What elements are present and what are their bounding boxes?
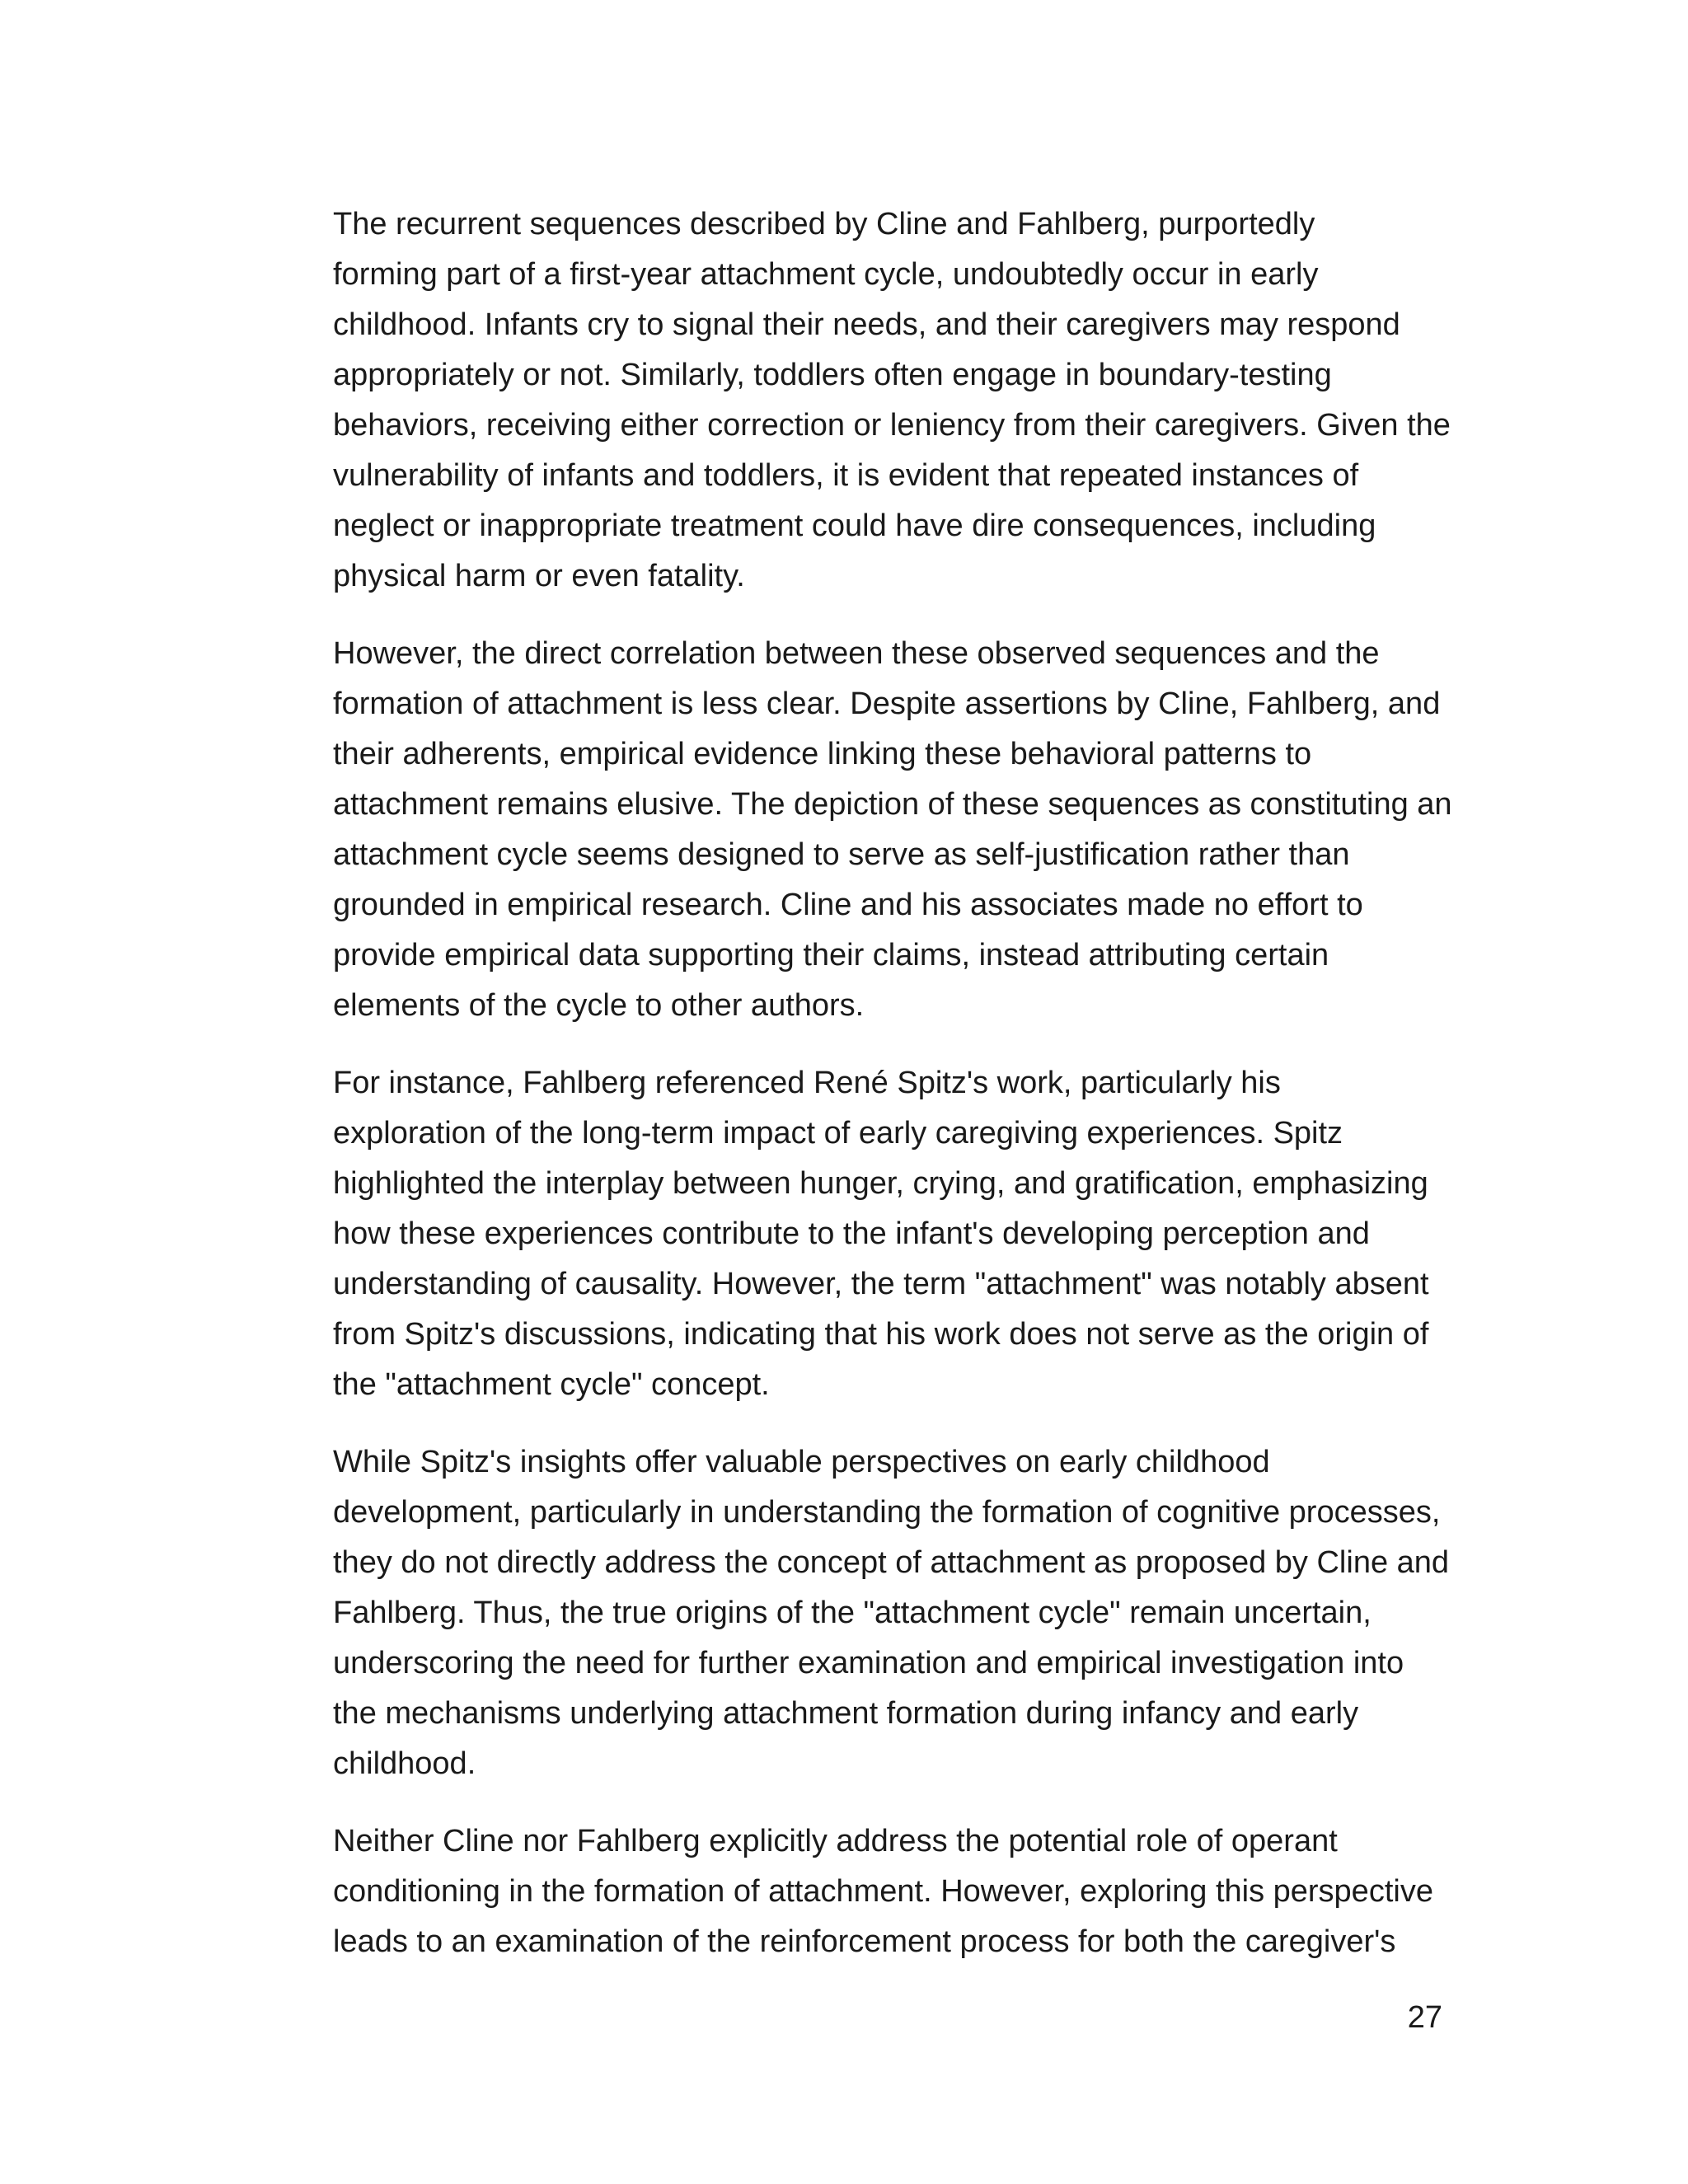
body-text: [247, 199, 1452, 1967]
text-line: The recurrent sequences described by Cline and Fahlberg, purportedly: [333, 207, 1315, 241]
paragraph-4: [247, 1437, 1450, 1789]
paragraph-2: [247, 629, 1452, 1031]
text-line: childhood. Infants cry to signal their needs, and their caregivers may respond: [333, 307, 1400, 342]
text-line: Fahlberg. Thus, the true origins of the "attachment cycle" remain uncertain,: [333, 1596, 1372, 1630]
text-line: understanding of causality. However, the term "attachment" was notably absent: [333, 1267, 1429, 1301]
text-line: they do not directly address the concept of attachment as proposed by Cline and: [333, 1545, 1450, 1580]
text-line: behaviors, receiving either correction or leniency from their caregivers. Given the: [333, 408, 1451, 443]
text-line: development, particularly in understanding the formation of cognitive processes,: [333, 1495, 1441, 1530]
text-line: exploration of the long-term impact of early caregiving experiences. Spitz: [333, 1116, 1343, 1151]
paragraph-5: [247, 1816, 1442, 1967]
text-line: childhood.: [333, 1746, 476, 1781]
text-line: from Spitz's discussions, indicating that his work does not serve as the origin of: [333, 1317, 1429, 1352]
text-line: attachment remains elusive. The depiction of these sequences as constituting an: [333, 787, 1452, 822]
text-line: appropriately or not. Similarly, toddlers often engage in boundary-testing: [333, 358, 1332, 392]
text-line: grounded in empirical research. Cline and his associates made no effort to: [333, 888, 1363, 922]
text-line: physical harm or even fatality.: [333, 559, 745, 593]
text-line: While Spitz's insights offer valuable perspectives on early childhood: [333, 1445, 1270, 1479]
paragraph-1: [247, 199, 1451, 602]
page-number: 27: [1407, 2000, 1442, 2035]
text-line: their adherents, empirical evidence linking these behavioral patterns to: [333, 737, 1312, 771]
text-line: For instance, Fahlberg referenced René Spitz's work, particularly his: [333, 1066, 1281, 1100]
text-line: how these experiences contribute to the infant's developing perception and: [333, 1216, 1370, 1251]
text-line: vulnerability of infants and toddlers, it is evident that repeated instances of: [333, 458, 1359, 493]
text-line: However, the direct correlation between these observed sequences and the: [333, 636, 1380, 671]
text-line: leads to an examination of the reinforcement process for both the caregiver's: [333, 1924, 1396, 1959]
text-line: the mechanisms underlying attachment formation during infancy and early: [333, 1696, 1359, 1731]
text-line: neglect or inappropriate treatment could have dire consequences, including: [333, 509, 1376, 543]
text-line: provide empirical data supporting their claims, instead attributing certain: [333, 938, 1329, 972]
text-line: forming part of a first-year attachment cycle, undoubtedly occur in early: [333, 257, 1319, 292]
text-line: conditioning in the formation of attachment. However, exploring this perspective: [333, 1874, 1433, 1909]
text-line: attachment cycle seems designed to serve as self-justification rather than: [333, 837, 1350, 872]
text-line: highlighted the interplay between hunger, crying, and gratification, emphasizing: [333, 1166, 1428, 1201]
text-line: formation of attachment is less clear. Despite assertions by Cline, Fahlberg, and: [333, 687, 1441, 721]
text-line: underscoring the need for further examination and empirical investigation into: [333, 1646, 1404, 1680]
text-line: elements of the cycle to other authors.: [333, 988, 865, 1023]
text-line: Neither Cline nor Fahlberg explicitly address the potential role of operant: [333, 1824, 1338, 1858]
text-line: the "attachment cycle" concept.: [333, 1367, 770, 1402]
paragraph-3: [247, 1058, 1442, 1410]
